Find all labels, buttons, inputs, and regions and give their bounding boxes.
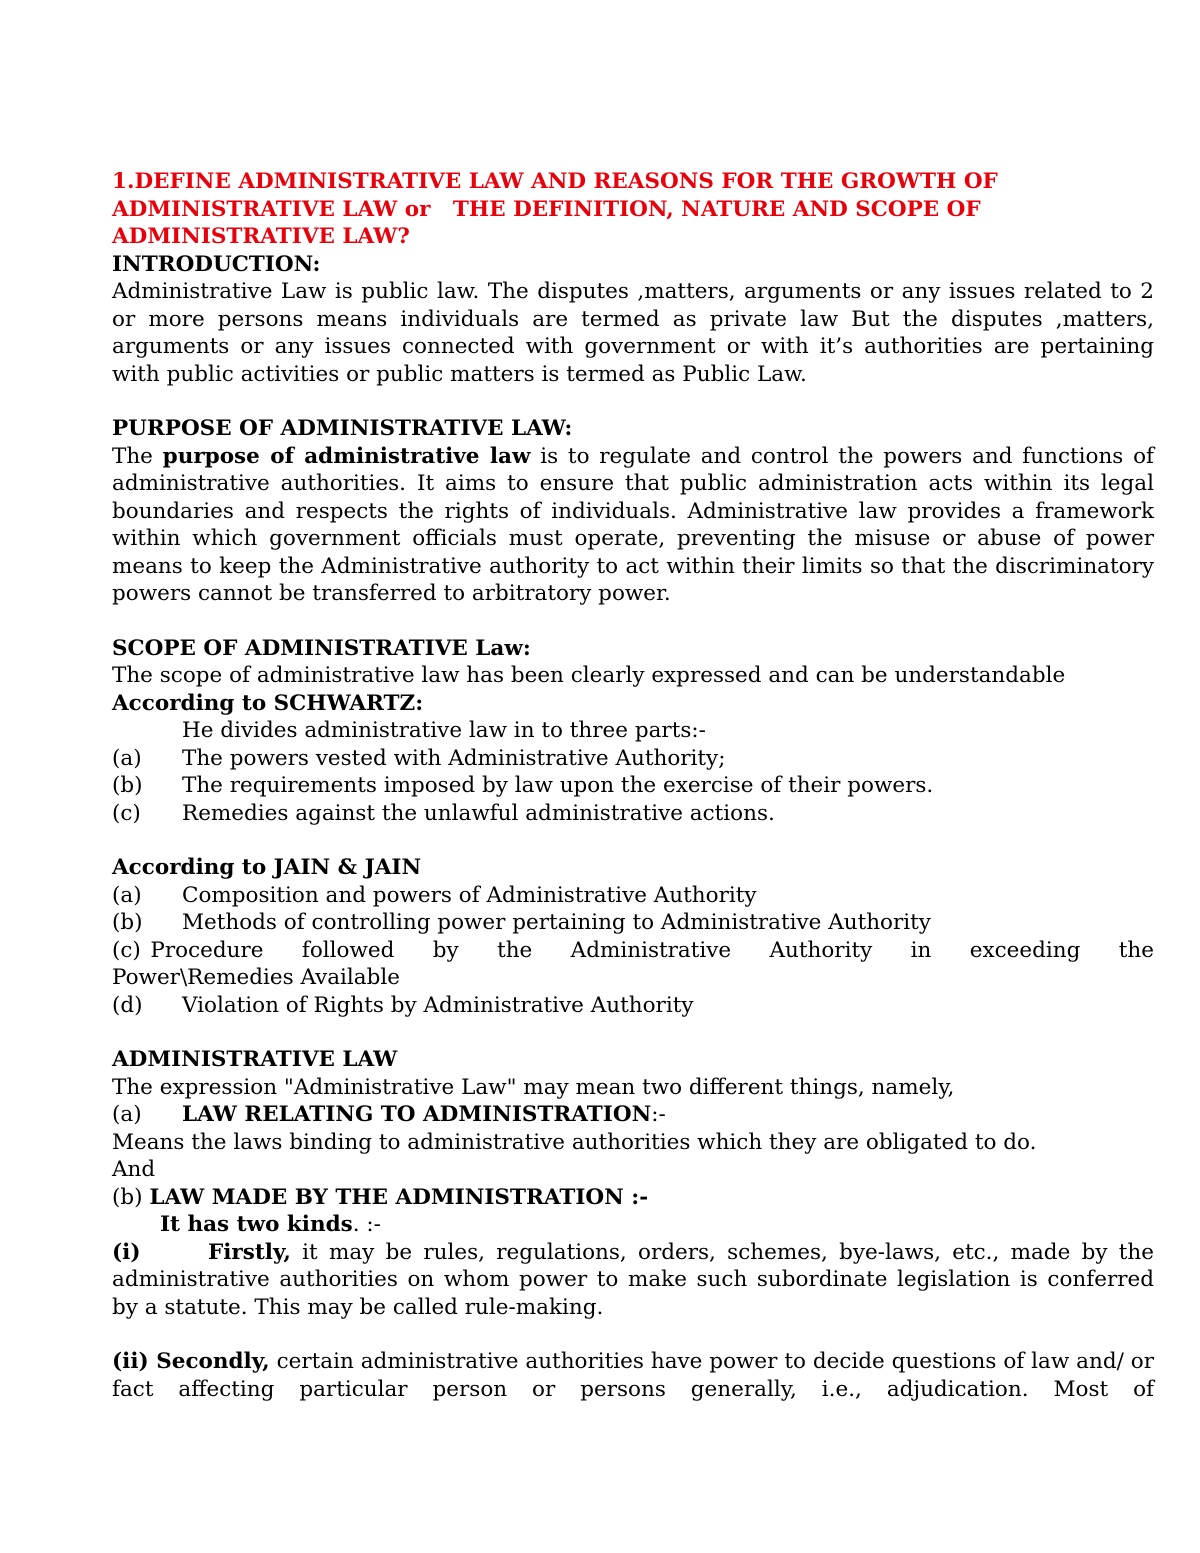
document-page	[112, 168, 1154, 1403]
list-item-justified: (c) Procedure followed by the Administrative Authority in exceeding the	[112, 937, 1154, 963]
administrative-law-paragraph: The expression "Administrative Law" may mean two different things, namely,	[112, 1074, 955, 1100]
introduction-heading: INTRODUCTION:	[112, 251, 321, 277]
scope-heading: SCOPE OF ADMINISTRATIVE Law:	[112, 635, 531, 661]
law-made-item: (b) LAW MADE BY THE ADMINISTRATION :-	[112, 1184, 649, 1210]
purpose-bold-phrase: purpose of administrative law	[162, 443, 531, 469]
purpose-paragraph	[112, 443, 1154, 608]
purpose-text: is to regulate and control the powers and functions of administrative authorities. It aims to ensure that public administration acts within its legal boundaries and respects the rights of individuals. Administrative law provides a framework within which government officials must operate, preventing the misuse or abuse of power means to keep the Administrative authority to act within their limits so that the discriminatory powers cannot be transferred to arbitratory power.	[112, 443, 1154, 606]
purpose-heading: PURPOSE OF ADMINISTRATIVE LAW:	[112, 416, 573, 441]
and-text: And	[112, 1157, 156, 1182]
administrative-law-heading: ADMINISTRATIVE LAW	[112, 1047, 398, 1072]
document-title	[112, 168, 1154, 251]
schwartz-intro: He divides administrative law in to three parts:-	[182, 718, 706, 743]
list-item: (a) Composition and powers of Administrative Authority	[112, 882, 757, 908]
title-line-1: 1.DEFINE ADMINISTRATIVE LAW AND REASONS FOR THE GROWTH OF	[112, 169, 998, 194]
secondly-paragraph: (ii) Secondly, certain administrative authorities have power to decide questions of law and/ or fact affecting particular person or persons generally, i.e., adjudication. Most of	[112, 1349, 1154, 1402]
purpose-pre: The	[112, 443, 163, 469]
two-kinds-line: It has two kinds. :-	[160, 1212, 381, 1237]
introduction-paragraph: Administrative Law is public law. The disputes ,matters, arguments or any issues related to 2 or more persons means individuals are termed as private law But the disputes ,matters, arguments or any issues connected with government or with it’s authorities are pertaining with public activities or public matters is termed as Public Law.	[112, 279, 1154, 387]
list-item: (a) The powers vested with Administrative Authority;	[112, 745, 726, 771]
scope-paragraph: The scope of administrative law has been clearly expressed and can be understandable	[112, 663, 1066, 688]
law-relating-heading: LAW RELATING TO ADMINISTRATION	[182, 1102, 652, 1127]
list-item: (b) The requirements imposed by law upon the exercise of their powers.	[112, 773, 934, 798]
title-line-2: ADMINISTRATIVE LAW or THE DEFINITION, NATURE AND SCOPE OF	[112, 196, 981, 222]
law-relating-item: (a) LAW RELATING TO ADMINISTRATION:-	[112, 1102, 666, 1127]
schwartz-list	[112, 745, 1154, 828]
jain-list	[112, 882, 1154, 1020]
firstly-paragraph: (i) Firstly, it may be rules, regulations, orders, schemes, bye-laws, etc., made by the administrative authorities on whom power to make such subordinate legislation is conferred by a statute. This may be called rule-making.	[112, 1239, 1154, 1320]
schwartz-heading: According to SCHWARTZ:	[112, 690, 424, 716]
list-item: (c) Remedies against the unlawful administrative actions.	[112, 800, 775, 826]
law-relating-text: Means the laws binding to administrative authorities which they are obligated to do.	[112, 1129, 1037, 1155]
list-item-continuation: Power\Remedies Available	[112, 965, 400, 990]
list-item: (b) Methods of controlling power pertaining to Administrative Authority	[112, 910, 931, 935]
law-made-heading: LAW MADE BY THE ADMINISTRATION :-	[149, 1184, 649, 1210]
title-line-3: ADMINISTRATIVE LAW?	[112, 224, 410, 249]
jain-heading: According to JAIN & JAIN	[112, 855, 422, 880]
list-item: (d) Violation of Rights by Administrative Authority	[112, 992, 694, 1018]
